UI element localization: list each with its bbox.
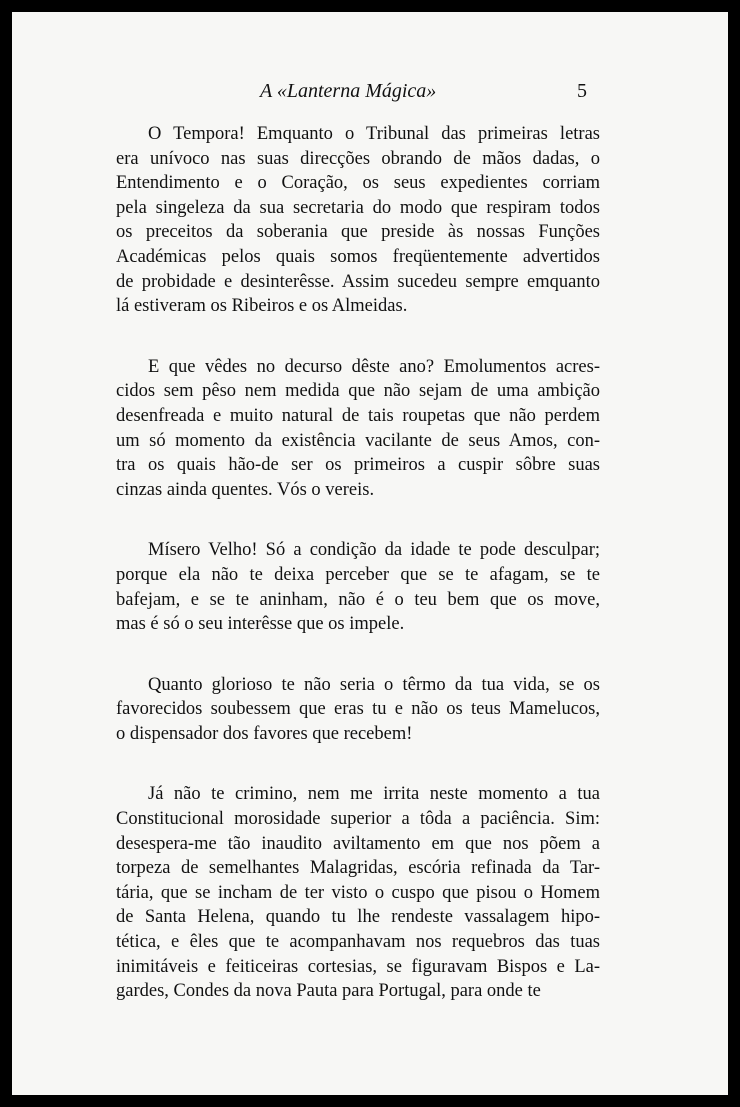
text-line: tra os quais hão-de ser os primeiros a cuspir sôbre suas — [116, 455, 600, 476]
text-line: desenfreada e muito natural de tais roupetas que não perdem — [116, 405, 600, 426]
paragraph — [116, 122, 600, 319]
body-text — [116, 122, 600, 1040]
text-line: Entendimento e o Coração, os seus expedientes corriam — [116, 173, 600, 194]
text-line: cinzas ainda quentes. Vós o vereis. — [116, 479, 375, 500]
text-line: lá estiveram os Ribeiros e os Almeidas. — [116, 296, 408, 317]
running-title: A «Lanterna Mágica» — [260, 80, 437, 102]
text-line: Quanto glorioso te não seria o têrmo da tua vida, se os — [148, 674, 600, 695]
text-line: torpeza de semelhantes Malagridas, escória refinada da Tar- — [116, 858, 600, 879]
paragraph — [116, 782, 600, 1003]
text-line: pela singeleza da sua secretaria do modo que respiram todos — [116, 197, 600, 218]
text-line: de Santa Helena, quando tu lhe rendeste vassalagem hipo- — [116, 907, 600, 928]
text-line: E que vêdes no decurso dêste ano? Emolumentos acres- — [148, 356, 600, 377]
text-line: mas é só o seu interêsse que os impele. — [116, 614, 405, 635]
paragraph — [116, 538, 600, 636]
text-line: inimitáveis e feiticeiras cortesias, se figuravam Bispos e La- — [116, 956, 600, 977]
text-line: cidos sem pêso nem medida que não sejam de uma ambição — [116, 381, 600, 402]
text-line: Já não te crimino, nem me irrita neste momento a tua — [148, 784, 600, 805]
book-page — [12, 12, 728, 1095]
text-line: de probidade e desinterêsse. Assim sucedeu sempre emquanto — [116, 271, 600, 292]
text-line: tética, e êles que te acompanhavam nos requebros das tuas — [116, 932, 600, 953]
text-line: Académicas pelos quais somos freqüentemente advertidos — [116, 246, 600, 267]
text-line: um só momento da existência vacilante de seus Amos, con- — [116, 430, 600, 451]
text-line: Mísero Velho! Só a condição da idade te pode desculpar; — [148, 540, 600, 561]
text-line: O Tempora! Emquanto o Tribunal das primeiras letras — [148, 124, 600, 144]
text-line: o dispensador dos favores que recebem! — [116, 723, 413, 744]
paragraph — [116, 673, 600, 747]
text-line: favorecidos soubessem que eras tu e não os teus Mamelucos, — [116, 699, 600, 720]
text-line: gardes, Condes da nova Pauta para Portugal, para onde te — [116, 981, 541, 1002]
text-line: era unívoco nas suas direcções obrando de mãos dadas, o — [116, 148, 600, 169]
text-line: bafejam, e se te aninham, não é o teu bem que os move, — [116, 589, 600, 610]
text-line: tária, que se incham de ter visto o cuspo que pisou o Homem — [116, 882, 600, 903]
paragraph — [116, 355, 600, 503]
page-header — [12, 80, 728, 110]
text-line: desespera-me tão inaudito aviltamento em que nos põem a — [116, 833, 600, 854]
text-line: porque ela não te deixa perceber que se te afagam, se te — [116, 564, 600, 585]
page-number: 5 — [577, 80, 587, 102]
text-line: os preceitos da soberania que preside às nossas Funções — [116, 222, 600, 243]
text-line: Constitucional morosidade superior a tôda a paciência. Sim: — [116, 809, 600, 830]
